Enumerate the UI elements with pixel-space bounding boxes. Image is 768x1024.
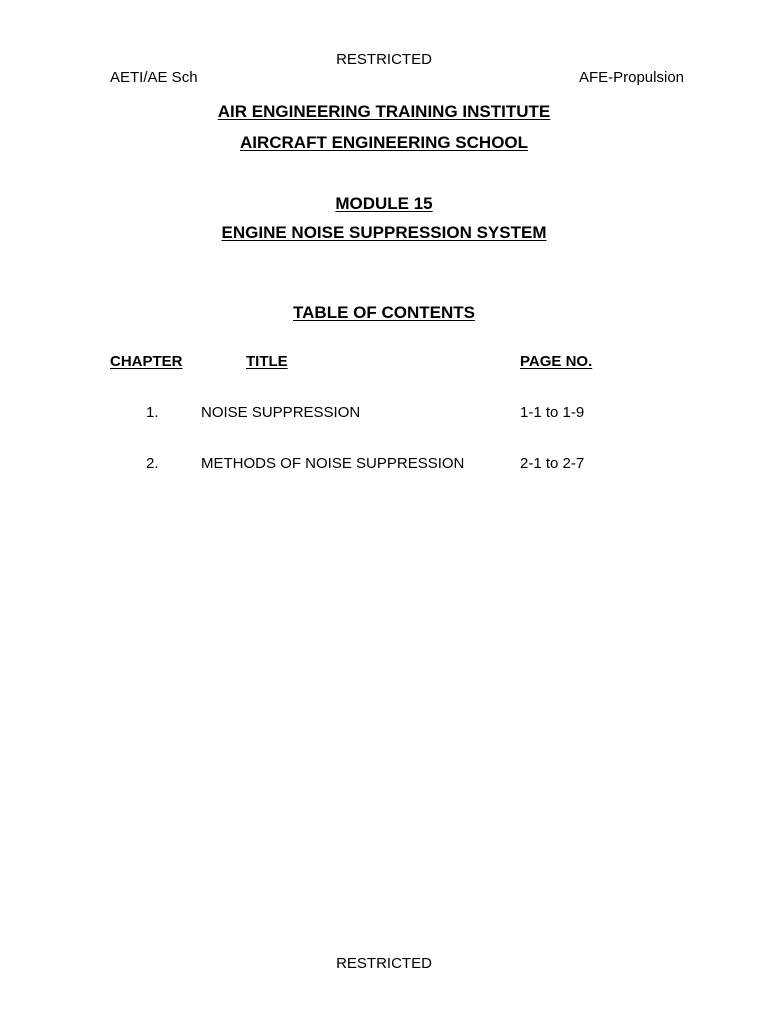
column-header-chapter: CHAPTER — [110, 353, 183, 370]
module-title: ENGINE NOISE SUPPRESSION SYSTEM — [221, 223, 547, 242]
chapter-pages: 1-1 to 1-9 — [520, 404, 585, 421]
institute-title: AIR ENGINEERING TRAINING INSTITUTE — [217, 102, 551, 121]
chapter-number: 2. — [146, 455, 159, 472]
chapter-number: 1. — [146, 404, 159, 421]
classification-bottom: RESTRICTED — [336, 955, 432, 972]
column-header-title: TITLE — [246, 353, 288, 370]
module-number: MODULE 15 — [335, 194, 433, 213]
header-right: AFE-Propulsion — [578, 69, 684, 86]
column-header-page: PAGE NO. — [520, 353, 593, 370]
toc-heading: TABLE OF CONTENTS — [293, 303, 475, 322]
classification-top: RESTRICTED — [336, 51, 432, 68]
chapter-title: NOISE SUPPRESSION — [201, 404, 361, 421]
school-title: AIRCRAFT ENGINEERING SCHOOL — [239, 133, 529, 152]
chapter-title: METHODS OF NOISE SUPPRESSION — [201, 455, 465, 472]
chapter-pages: 2-1 to 2-7 — [520, 455, 585, 472]
header-left: AETI/AE Sch — [110, 69, 198, 86]
